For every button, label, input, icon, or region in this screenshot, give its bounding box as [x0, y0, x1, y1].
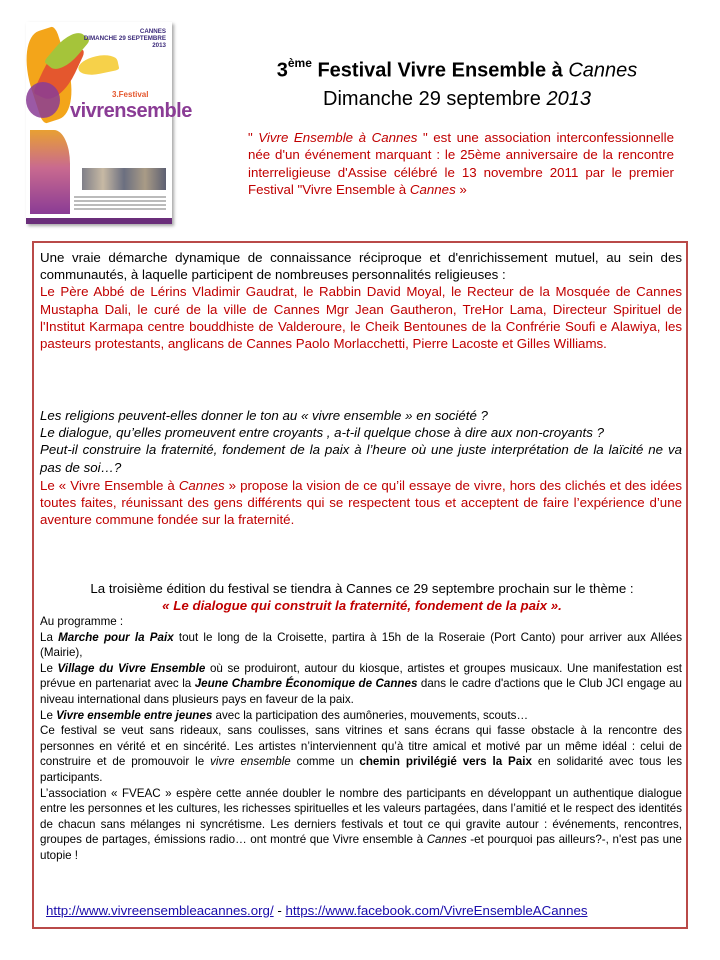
edition-announcement: La troisième édition du festival se tiendra à Cannes ce 29 septembre prochain sur le thème : [90, 581, 634, 596]
festival-theme: « Le dialogue qui construit la fraternité, fondement de la paix ». [162, 598, 562, 613]
facebook-link[interactable]: https://www.facebook.com/VivreEnsembleACannes [285, 903, 588, 918]
program-heading: Au programme : [40, 615, 124, 628]
footer-links: http://www.vivreensembleacannes.org/ - https://www.facebook.com/VivreEnsembleACannes [46, 903, 588, 918]
program-item-march: La Marche pour la Paix tout le long de la Croisette, partira à 15h de la Roseraie (Port Canto) pour arriver aux Allées (Mairie), [40, 630, 682, 660]
program-section [40, 614, 682, 864]
program-item-association: L’association « FVEAC » espère cette année doubler le nombre des participants en développant un authentique dialogue entre les personnes et les cultures, les richesses spirituelles et les valeurs partagées, dans l’amitié et le respect des identités de chacun sans mélanges ni syncrétisme. Les derniers festivals et tout ce qui gravite autour : événements, rencontres, groupes de partages, émissions radio… ont montré que Vivre ensemble à Cannes -et pourquoi pas ailleurs?-, n'est pas une utopie ! [40, 786, 682, 862]
program-item-spirit: Ce festival se veut sans rideaux, sans coulisses, sans vitrines et sans écrans qui fasse obstacle à la rencontre des personnes en vérité et en sincérité. Les artistes n’interviennent qu’à titre amical et motivé par un même idéal : celui de construire et de promouvoir le vivre ensemble comme un chemin privilégié vers la Paix en solidarité avec tous les participants. [40, 724, 683, 784]
poster-group-photo [82, 168, 166, 190]
poster-word-band [30, 130, 70, 214]
vision-paragraph: Le « Vivre Ensemble à Cannes » propose la vision de ce qu’il essaye de vivre, hors des clichés et des idées toutes faites, réunissant des gens différents qui se respectent tous et acceptent de faire l’expérience d’une aventure commune fondée sur la fraternité. [40, 478, 682, 528]
festival-poster [26, 22, 192, 224]
program-item-youth: Le Vivre ensemble entre jeunes avec la participation des aumôneries, mouvements, scouts… [40, 708, 529, 722]
page-subtitle-date: Dimanche 29 septembre 2013 [323, 88, 591, 110]
poster-leaf-purple [26, 82, 60, 118]
poster-bottom-bar [26, 218, 172, 224]
poster-festival-word: 3.Festival [112, 90, 149, 99]
questions-paragraph: Les religions peuvent-elles donner le ton au « vivre ensemble » en société ? Le dialogue, qu’elles promeuvent entre croyants , a-t-il quelque chose à dire aux non-croyants ? Peut-il construire la fraternité, fondement de la paix à l’heure où une juste interprétation de la laïcité ne va pas de soi…? [40, 408, 682, 475]
page-title: 3ème Festival Vivre Ensemble à Cannes [276, 56, 638, 82]
poster-name-word: vivrensemble [70, 100, 192, 122]
poster-date: CANNES DIMANCHE 29 SEPTEMBRE 2013 [83, 28, 166, 49]
personalities-paragraph: Une vraie démarche dynamique de connaissance réciproque et d'enrichissement mutuel, au sein des communautés, à laquelle participent de nombreuses personnalités religieuses : Le Père Abbé de Lérins Vladimir Gaudrat, le Rabbin David Moyal, le Recteur de la Mosquée de Cannes Mustapha Dali, le curé de la ville de Cannes Mgr Jean Gautheron, TreHor Lama, Directeur Spirituel de l'Institut Karmapa centre bouddhiste de Valderoure, le Cheik Bentounes de la Confrérie Soufi e Alawiya, les pasteurs protestants, anglicans de Cannes Paolo Morlacchetti, Pierre Lacoste et Gilles Williams. [40, 250, 682, 352]
poster-footer-lines [74, 194, 166, 220]
program-item-village: Le Village du Vivre Ensemble où se produiront, autour du kiosque, artistes et groupes musicaux. Une manifestation est prévue en partenariat avec la Jeune Chambre Économique de Cannes dans le cadre d'actions que le Club JCI engage au niveau international dans plusieurs pays en faveur de la paix. [40, 661, 682, 706]
intro-paragraph: " Vivre Ensemble à Cannes " est une association interconfessionnelle née d'un événement marquant : le 25ème anniversaire de la rencontre interreligieuse d'Assise célébré le 13 novembre 2011 par le premier Festival "Vivre Ensemble à Cannes » [248, 130, 674, 198]
website-link[interactable]: http://www.vivreensembleacannes.org/ [46, 903, 274, 918]
